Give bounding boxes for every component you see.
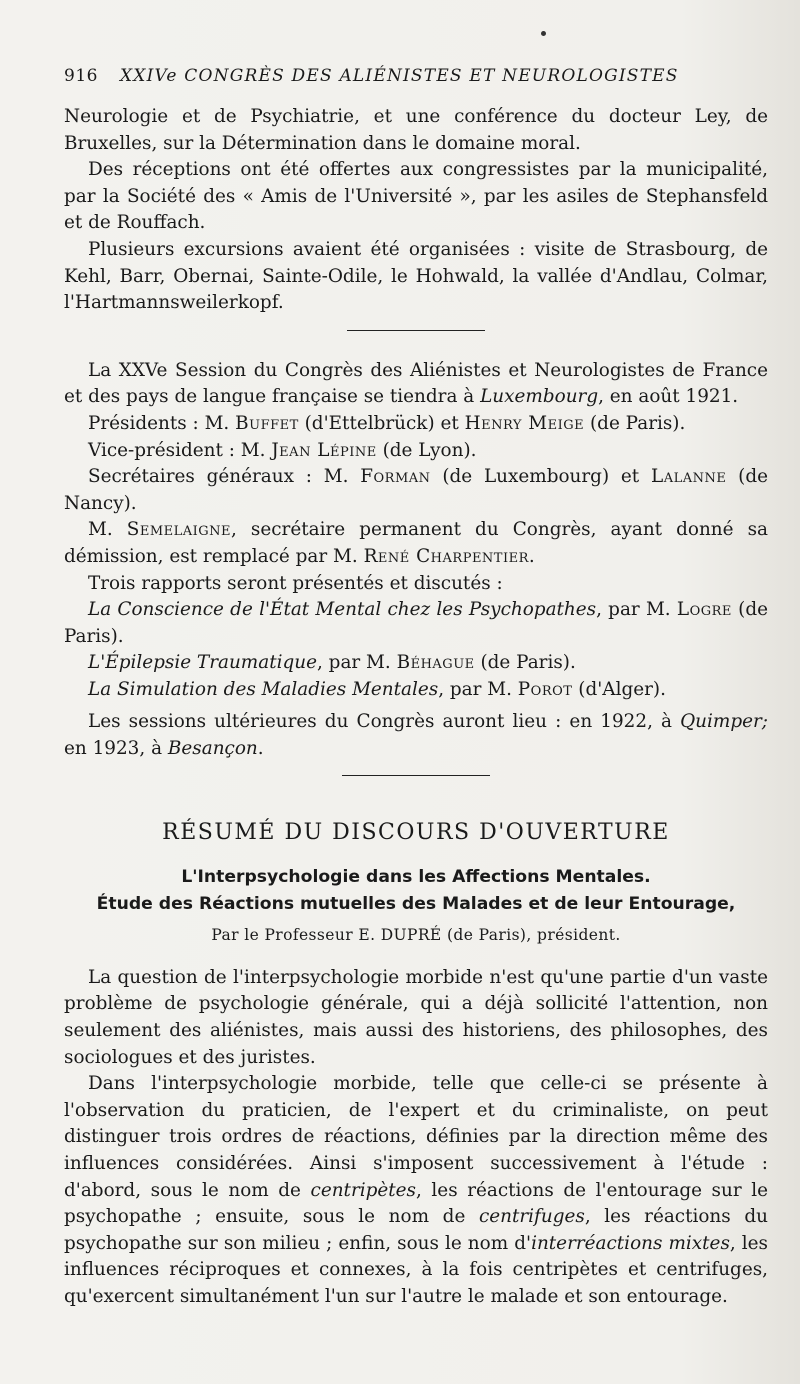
later-sessions: Les sessions ultérieures du Congrès auront lieu : en 1922, à Quimper; en 1923, à Besançon.: [64, 711, 768, 760]
report-item: La Conscience de l'État Mental chez les Psychopathes, par M. Logre (de Paris).: [64, 599, 768, 647]
paragraph: Des réceptions ont été offertes aux congressistes par la municipalité, par la Société des « Amis de l'Université », par les asiles de Stephansfeld et de Rouffach.: [64, 159, 768, 234]
subtitle: Étude des Réactions mutuelles des Malades et de leur Entourage,: [96, 894, 736, 915]
byline: Par le Professeur E. DUPRÉ (de Paris), président.: [211, 926, 621, 945]
report-item: La Simulation des Maladies Mentales, par M. Porot (d'Alger).: [88, 678, 666, 700]
running-title: XXIVe CONGRÈS DES ALIÉNISTES ET NEUROLOGISTES: [120, 66, 679, 86]
permanent-secretary-line: M. Semelaigne, secrétaire permanent du Congrès, ayant donné sa démission, est remplacé par M. René Charpentier.: [64, 519, 768, 567]
page-number: 916: [64, 66, 98, 86]
paragraph: Plusieurs excursions avaient été organisées : visite de Strasbourg, de Kehl, Barr, Obernai, Sainte-Odile, le Hohwald, la vallée d'Andlau, Colmar, l'Hartmannsweilerkopf.: [64, 238, 768, 314]
running-header: [64, 66, 734, 90]
reports-intro: Trois rapports seront présentés et discutés :: [88, 572, 503, 594]
paragraph: Neurologie et de Psychiatrie, et une conférence du docteur Ley, de Bruxelles, sur la Détermination dans le domaine moral.: [64, 106, 768, 154]
section-title: RÉSUMÉ DU DISCOURS D'OUVERTURE: [162, 819, 670, 845]
session-announcement: La XXVe Session du Congrès des Aliénistes et Neurologistes de France et des pays de langue française se tiendra à Luxembourg, en août 1921.: [64, 359, 768, 408]
presidents-line: Présidents : M. Buffet (d'Ettelbrück) et Henry Meige (de Paris).: [88, 412, 686, 434]
paragraph: La question de l'interpsychologie morbide n'est qu'une partie d'un vaste problème de psychologie générale, qui a déjà sollicité l'attention, non seulement des aliénistes, mais aussi des historiens, des philosophes, des sociologues et des juristes.: [64, 966, 768, 1068]
subtitle: L'Interpsychologie dans les Affections Mentales.: [181, 867, 651, 888]
separator-rule: [342, 775, 490, 776]
paragraph: Dans l'interpsychologie morbide, telle que celle-ci se présente à l'observation du praticien, de l'expert et du criminaliste, on peut distinguer trois ordres de réactions, définies par la direction même des influences considérées. Ainsi s'imposent successivement à l'étude : d'abord, sous le nom de centripètes, les réactions de l'entourage sur le psychopathe ; ensuite, sous le nom de centrifuges, les réactions du psychopathe sur son milieu ; enfin, sous le nom d'interréactions mixtes, les influences réciproques et connexes, à la fois centripètes et centrifuges, qu'exercent simultanément l'un sur l'autre le malade et son entourage.: [64, 1073, 768, 1307]
page-body: [64, 104, 768, 1311]
separator-rule: [347, 330, 485, 331]
vice-president-line: Vice-président : M. Jean Lépine (de Lyon).: [88, 439, 477, 461]
secretaries-line: Secrétaires généraux : M. Forman (de Luxembourg) et Lalanne (de Nancy).: [64, 466, 769, 514]
print-speck: [541, 31, 546, 36]
report-item: L'Épilepsie Traumatique, par M. Béhague (de Paris).: [88, 652, 576, 674]
